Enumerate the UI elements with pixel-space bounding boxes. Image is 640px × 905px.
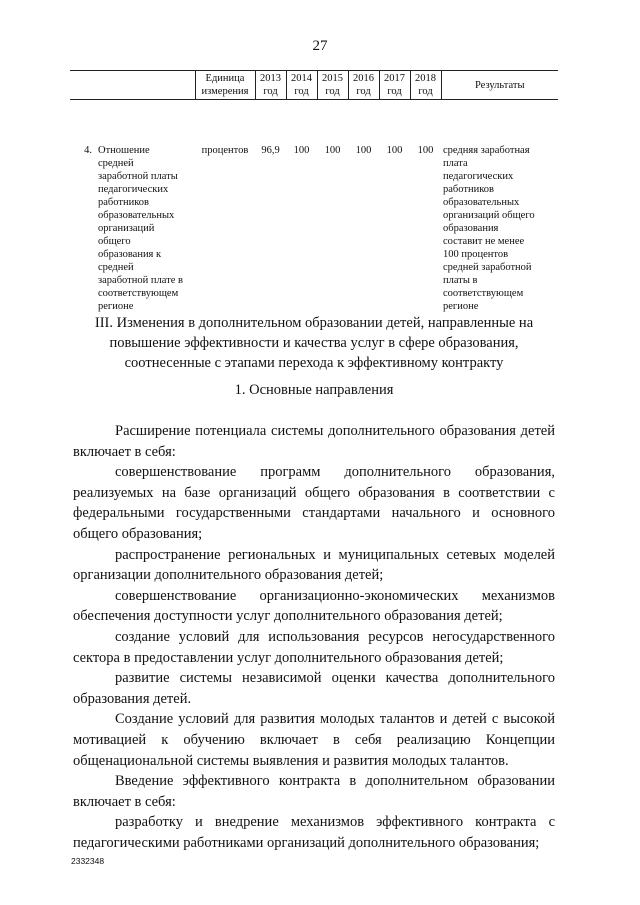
paragraph: распространение региональных и муниципальных сетевых моделей организации дополнительного образования детей;: [73, 546, 555, 584]
value-2015: 100: [324, 145, 341, 156]
value-2017: 100: [386, 145, 403, 156]
unit-cell: процентов: [201, 145, 249, 156]
value-2018: 100: [417, 145, 434, 156]
header-year-2013: 2013 год: [255, 71, 286, 100]
table-header-row: [70, 71, 558, 100]
paragraph: совершенствование программ дополнительного образования, реализуемых на базе организаций общего образования в соответствии с федеральными государственными стандартами начального и основного общего образования;: [73, 464, 555, 542]
header-year-2014: 2014 год: [286, 71, 317, 100]
value-2013: 96,9: [261, 145, 280, 156]
paragraph: Создание условий для развития молодых талантов и детей с высокой мотивацией к обучению включает в себя реализацию Концепции общенациональной системы выявления и развития молодых талантов.: [73, 711, 555, 769]
paragraph: развитие системы независимой оценки качества дополнительного образования детей.: [73, 670, 555, 707]
header-year-2015: 2015 год: [317, 71, 348, 100]
indicators-table: [70, 70, 558, 313]
paragraph: разработку и внедрение механизмов эффективного контракта с педагогическими работниками организаций дополнительного образования;: [73, 814, 555, 851]
header-results: Результаты: [441, 71, 558, 100]
body-text: [73, 421, 555, 853]
subsection-title: 1. Основные направления: [234, 382, 394, 398]
result-cell: средняя заработная плата педагогических работников образовательных организаций общего образования составит не менее 100 процентов средней заработной платы в соответствующем регионе: [443, 145, 535, 312]
table-row: [70, 144, 558, 313]
value-2016: 100: [355, 145, 372, 156]
header-empty: [70, 71, 195, 100]
paragraph: Введение эффективного контракта в дополнительном образовании включает в себя:: [73, 773, 555, 810]
row-number: 4.: [84, 145, 92, 156]
indicator-cell: [70, 144, 195, 313]
indicator-name: Отношение средней заработной платы педагогических работников образовательных организаций общего образования к средней заработной плате в соответствующем регионе: [98, 145, 183, 312]
page-number: 27: [312, 38, 328, 54]
header-year-2017: 2017 год: [379, 71, 410, 100]
paragraph: создание условий для использования ресурсов негосударственного сектора в предоставлении услуг дополнительного образования детей;: [73, 628, 555, 666]
value-2014: 100: [293, 145, 310, 156]
document-code: 2332348: [71, 856, 105, 866]
paragraph: Расширение потенциала системы дополнительного образования детей включает в себя:: [73, 423, 555, 460]
header-year-2018: 2018 год: [410, 71, 441, 100]
header-year-2016: 2016 год: [348, 71, 379, 100]
header-unit: Единица измерения: [195, 71, 255, 100]
section-title: III. Изменения в дополнительном образовании детей, направленные на повышение эффективности и качества услуг в сфере образования, соотнесенные с этапами перехода к эффективному контракту: [94, 315, 534, 371]
paragraph: совершенствование организационно-экономических механизмов обеспечения доступности услуг дополнительного образования детей;: [73, 587, 555, 625]
